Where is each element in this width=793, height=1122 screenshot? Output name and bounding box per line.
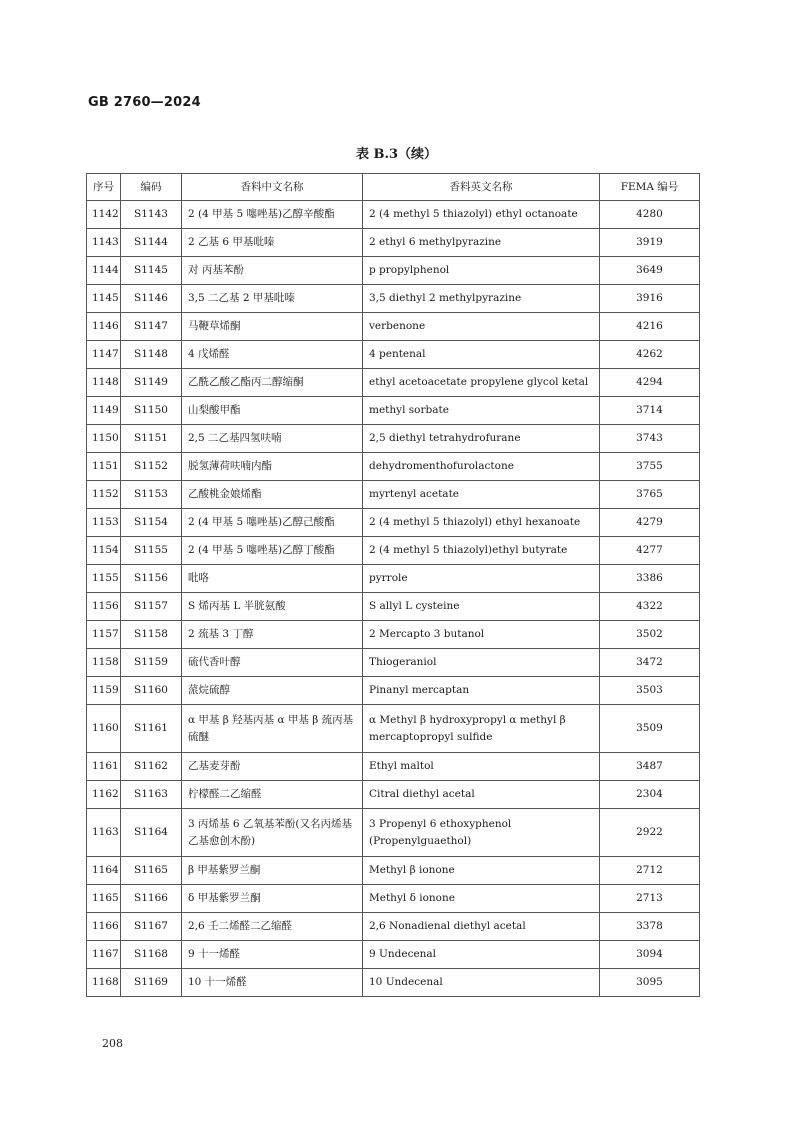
english-name-cell: myrtenyl acetate (363, 481, 600, 509)
chinese-name-cell: S 烯丙基 L 半胱氨酸 (182, 593, 363, 621)
chinese-name-cell: 吡咯 (182, 565, 363, 593)
table-title: 表 B.3（续） (355, 147, 438, 162)
chinese-name-cell: 山梨酸甲酯 (182, 397, 363, 425)
english-name-cell: Pinanyl mercaptan (363, 677, 600, 705)
column-header-fema-number: FEMA 编号 (600, 174, 700, 201)
table-row (87, 941, 700, 969)
chinese-name-cell: 2 乙基 6 甲基吡嗪 (182, 229, 363, 257)
code-cell: S1160 (121, 677, 182, 705)
serial-cell: 1161 (87, 753, 121, 781)
english-name-cell: α Methyl β hydroxypropyl α methyl β mercaptopropyl sulfide (363, 705, 600, 753)
fema-number-cell: 3916 (600, 285, 700, 313)
english-name-cell: 2 (4 methyl 5 thiazolyl) ethyl hexanoate (363, 509, 600, 537)
english-name-cell: pyrrole (363, 565, 600, 593)
english-name-cell: 2 (4 methyl 5 thiazolyl) ethyl octanoate (363, 201, 600, 229)
serial-cell: 1168 (87, 969, 121, 997)
table-row (87, 565, 700, 593)
serial-cell: 1162 (87, 781, 121, 809)
english-name-cell: p propylphenol (363, 257, 600, 285)
english-name-cell: 3,5 diethyl 2 methylpyrazine (363, 285, 600, 313)
english-name-cell: verbenone (363, 313, 600, 341)
table-row (87, 809, 700, 857)
code-cell: S1150 (121, 397, 182, 425)
english-name-cell: 2 Mercapto 3 butanol (363, 621, 600, 649)
serial-cell: 1151 (87, 453, 121, 481)
chinese-name-cell: 乙酰乙酸乙酯丙二醇缩酮 (182, 369, 363, 397)
english-name-cell: 2 (4 methyl 5 thiazolyl)ethyl butyrate (363, 537, 600, 565)
chinese-name-cell: 2 (4 甲基 5 噻唑基)乙醇丁酸酯 (182, 537, 363, 565)
fema-number-cell: 3649 (600, 257, 700, 285)
flavor-table (86, 173, 700, 997)
chinese-name-cell: δ 甲基紫罗兰酮 (182, 885, 363, 913)
english-name-cell: 3 Propenyl 6 ethoxyphenol (Propenylguaethol) (363, 809, 600, 857)
english-name-cell: Citral diethyl acetal (363, 781, 600, 809)
fema-number-cell: 3765 (600, 481, 700, 509)
serial-cell: 1157 (87, 621, 121, 649)
chinese-name-cell: 乙基麦芽酚 (182, 753, 363, 781)
fema-number-cell: 4277 (600, 537, 700, 565)
standard-code: GB 2760—2024 (88, 95, 201, 110)
serial-cell: 1167 (87, 941, 121, 969)
code-cell: S1154 (121, 509, 182, 537)
fema-number-cell: 2304 (600, 781, 700, 809)
table-row (87, 705, 700, 753)
english-name-cell: 4 pentenal (363, 341, 600, 369)
chinese-name-cell: 对 丙基苯酚 (182, 257, 363, 285)
chinese-name-cell: 10 十一烯醛 (182, 969, 363, 997)
english-name-cell: 2 ethyl 6 methylpyrazine (363, 229, 600, 257)
column-header-code: 编码 (121, 174, 182, 201)
code-cell: S1155 (121, 537, 182, 565)
chinese-name-cell: 硫代香叶醇 (182, 649, 363, 677)
serial-cell: 1160 (87, 705, 121, 753)
code-cell: S1147 (121, 313, 182, 341)
chinese-name-cell: 乙酸桃金娘烯酯 (182, 481, 363, 509)
serial-cell: 1147 (87, 341, 121, 369)
page-number: 208 (102, 1037, 123, 1050)
table-row (87, 229, 700, 257)
table-row (87, 313, 700, 341)
fema-number-cell: 4294 (600, 369, 700, 397)
table-row (87, 425, 700, 453)
table-header-row (87, 174, 700, 201)
chinese-name-cell: 脱氢薄荷呋喃内酯 (182, 453, 363, 481)
chinese-name-cell: α 甲基 β 羟基丙基 α 甲基 β 巯丙基硫醚 (182, 705, 363, 753)
table-row (87, 781, 700, 809)
english-name-cell: ethyl acetoacetate propylene glycol ketal (363, 369, 600, 397)
serial-cell: 1164 (87, 857, 121, 885)
table-row (87, 481, 700, 509)
fema-number-cell: 4279 (600, 509, 700, 537)
column-header-chinese-name: 香料中文名称 (182, 174, 363, 201)
english-name-cell: S allyl L cysteine (363, 593, 600, 621)
chinese-name-cell: 3,5 二乙基 2 甲基吡嗪 (182, 285, 363, 313)
table-row (87, 509, 700, 537)
fema-number-cell: 3503 (600, 677, 700, 705)
serial-cell: 1150 (87, 425, 121, 453)
code-cell: S1163 (121, 781, 182, 809)
serial-cell: 1146 (87, 313, 121, 341)
serial-cell: 1144 (87, 257, 121, 285)
fema-number-cell: 4322 (600, 593, 700, 621)
english-name-cell: Methyl β ionone (363, 857, 600, 885)
code-cell: S1164 (121, 809, 182, 857)
table-row (87, 621, 700, 649)
english-name-cell: 2,6 Nonadienal diethyl acetal (363, 913, 600, 941)
chinese-name-cell: 3 丙烯基 6 乙氧基苯酚(又名丙烯基乙基愈创木酚) (182, 809, 363, 857)
code-cell: S1156 (121, 565, 182, 593)
chinese-name-cell: 4 戊烯醛 (182, 341, 363, 369)
code-cell: S1144 (121, 229, 182, 257)
table-row (87, 649, 700, 677)
fema-number-cell: 2922 (600, 809, 700, 857)
code-cell: S1168 (121, 941, 182, 969)
fema-number-cell: 4216 (600, 313, 700, 341)
code-cell: S1146 (121, 285, 182, 313)
table-row (87, 537, 700, 565)
fema-number-cell: 3472 (600, 649, 700, 677)
serial-cell: 1156 (87, 593, 121, 621)
code-cell: S1149 (121, 369, 182, 397)
chinese-name-cell: β 甲基紫罗兰酮 (182, 857, 363, 885)
table-row (87, 885, 700, 913)
code-cell: S1162 (121, 753, 182, 781)
fema-number-cell: 3094 (600, 941, 700, 969)
column-header-english-name: 香料英文名称 (363, 174, 600, 201)
chinese-name-cell: 蒎烷硫醇 (182, 677, 363, 705)
chinese-name-cell: 2 (4 甲基 5 噻唑基)乙醇己酸酯 (182, 509, 363, 537)
serial-cell: 1159 (87, 677, 121, 705)
code-cell: S1158 (121, 621, 182, 649)
serial-cell: 1154 (87, 537, 121, 565)
column-header-serial: 序号 (87, 174, 121, 201)
fema-number-cell: 4262 (600, 341, 700, 369)
code-cell: S1165 (121, 857, 182, 885)
table-row (87, 201, 700, 229)
fema-number-cell: 3095 (600, 969, 700, 997)
serial-cell: 1149 (87, 397, 121, 425)
code-cell: S1153 (121, 481, 182, 509)
code-cell: S1161 (121, 705, 182, 753)
table-row (87, 369, 700, 397)
code-cell: S1169 (121, 969, 182, 997)
english-name-cell: methyl sorbate (363, 397, 600, 425)
serial-cell: 1143 (87, 229, 121, 257)
serial-cell: 1142 (87, 201, 121, 229)
english-name-cell: 2,5 diethyl tetrahydrofurane (363, 425, 600, 453)
code-cell: S1151 (121, 425, 182, 453)
english-name-cell: Ethyl maltol (363, 753, 600, 781)
serial-cell: 1165 (87, 885, 121, 913)
table-row (87, 913, 700, 941)
code-cell: S1145 (121, 257, 182, 285)
table-row (87, 453, 700, 481)
english-name-cell: Thiogeraniol (363, 649, 600, 677)
serial-cell: 1158 (87, 649, 121, 677)
fema-number-cell: 3502 (600, 621, 700, 649)
fema-number-cell: 3743 (600, 425, 700, 453)
english-name-cell: 10 Undecenal (363, 969, 600, 997)
table-row (87, 341, 700, 369)
chinese-name-cell: 2,5 二乙基四氢呋喃 (182, 425, 363, 453)
table-row (87, 397, 700, 425)
serial-cell: 1153 (87, 509, 121, 537)
code-cell: S1159 (121, 649, 182, 677)
english-name-cell: Methyl δ ionone (363, 885, 600, 913)
serial-cell: 1163 (87, 809, 121, 857)
fema-number-cell: 3509 (600, 705, 700, 753)
fema-number-cell: 4280 (600, 201, 700, 229)
chinese-name-cell: 9 十一烯醛 (182, 941, 363, 969)
fema-number-cell: 3386 (600, 565, 700, 593)
table-row (87, 593, 700, 621)
fema-number-cell: 2712 (600, 857, 700, 885)
code-cell: S1143 (121, 201, 182, 229)
chinese-name-cell: 柠檬醛二乙缩醛 (182, 781, 363, 809)
english-name-cell: 9 Undecenal (363, 941, 600, 969)
fema-number-cell: 2713 (600, 885, 700, 913)
serial-cell: 1166 (87, 913, 121, 941)
fema-number-cell: 3714 (600, 397, 700, 425)
table-row (87, 677, 700, 705)
chinese-name-cell: 马鞭草烯酮 (182, 313, 363, 341)
fema-number-cell: 3919 (600, 229, 700, 257)
fema-number-cell: 3487 (600, 753, 700, 781)
english-name-cell: dehydromenthofurolactone (363, 453, 600, 481)
chinese-name-cell: 2 (4 甲基 5 噻唑基)乙醇辛酸酯 (182, 201, 363, 229)
table-row (87, 969, 700, 997)
code-cell: S1148 (121, 341, 182, 369)
table-row (87, 257, 700, 285)
table-body (87, 201, 700, 997)
table-row (87, 753, 700, 781)
fema-number-cell: 3378 (600, 913, 700, 941)
code-cell: S1166 (121, 885, 182, 913)
table-row (87, 857, 700, 885)
code-cell: S1167 (121, 913, 182, 941)
serial-cell: 1155 (87, 565, 121, 593)
table-row (87, 285, 700, 313)
fema-number-cell: 3755 (600, 453, 700, 481)
chinese-name-cell: 2,6 壬二烯醛二乙缩醛 (182, 913, 363, 941)
code-cell: S1157 (121, 593, 182, 621)
serial-cell: 1152 (87, 481, 121, 509)
serial-cell: 1148 (87, 369, 121, 397)
chinese-name-cell: 2 巯基 3 丁醇 (182, 621, 363, 649)
code-cell: S1152 (121, 453, 182, 481)
serial-cell: 1145 (87, 285, 121, 313)
